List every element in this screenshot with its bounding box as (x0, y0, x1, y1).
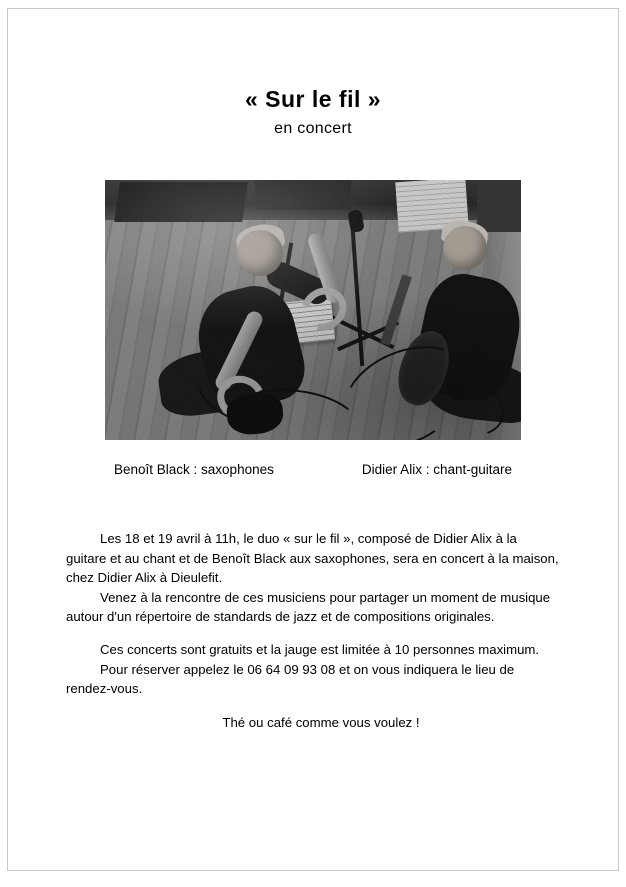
document-page (7, 8, 619, 871)
document-content (8, 87, 618, 732)
paragraph-4: Pour réserver appelez le 06 64 09 93 08 et on vous indiquera le lieu de rendez-vous. (66, 661, 515, 697)
paragraph-1: Les 18 et 19 avril à 11h, le duo « sur le fil », composé de Didier Alix à la guitare et au chant et de Benoît Black aux saxophones, sera en concert à la maison, chez Didier Alix à Dieulefit. (66, 531, 559, 586)
paragraph-2: Venez à la rencontre de ces musiciens pour partager un moment de musique autour d'un répertoire de standards de jazz et de compositions originales. (66, 589, 551, 624)
photo-captions (114, 462, 512, 477)
page-title: « Sur le fil » (244, 86, 382, 112)
caption-left: Benoît Black : saxophones (114, 462, 274, 478)
concert-photo (105, 180, 521, 440)
closing-line: Thé ou café comme vous voulez ! (222, 714, 420, 730)
caption-right: Didier Alix : chant-guitare (361, 462, 512, 478)
paragraph-3: Ces concerts sont gratuits et la jauge est limitée à 10 personnes maximum. (100, 642, 540, 658)
body-text (66, 529, 560, 732)
photo-lighting-overlay (105, 180, 521, 440)
photo-container (66, 180, 560, 440)
page-subtitle: en concert (274, 120, 352, 138)
